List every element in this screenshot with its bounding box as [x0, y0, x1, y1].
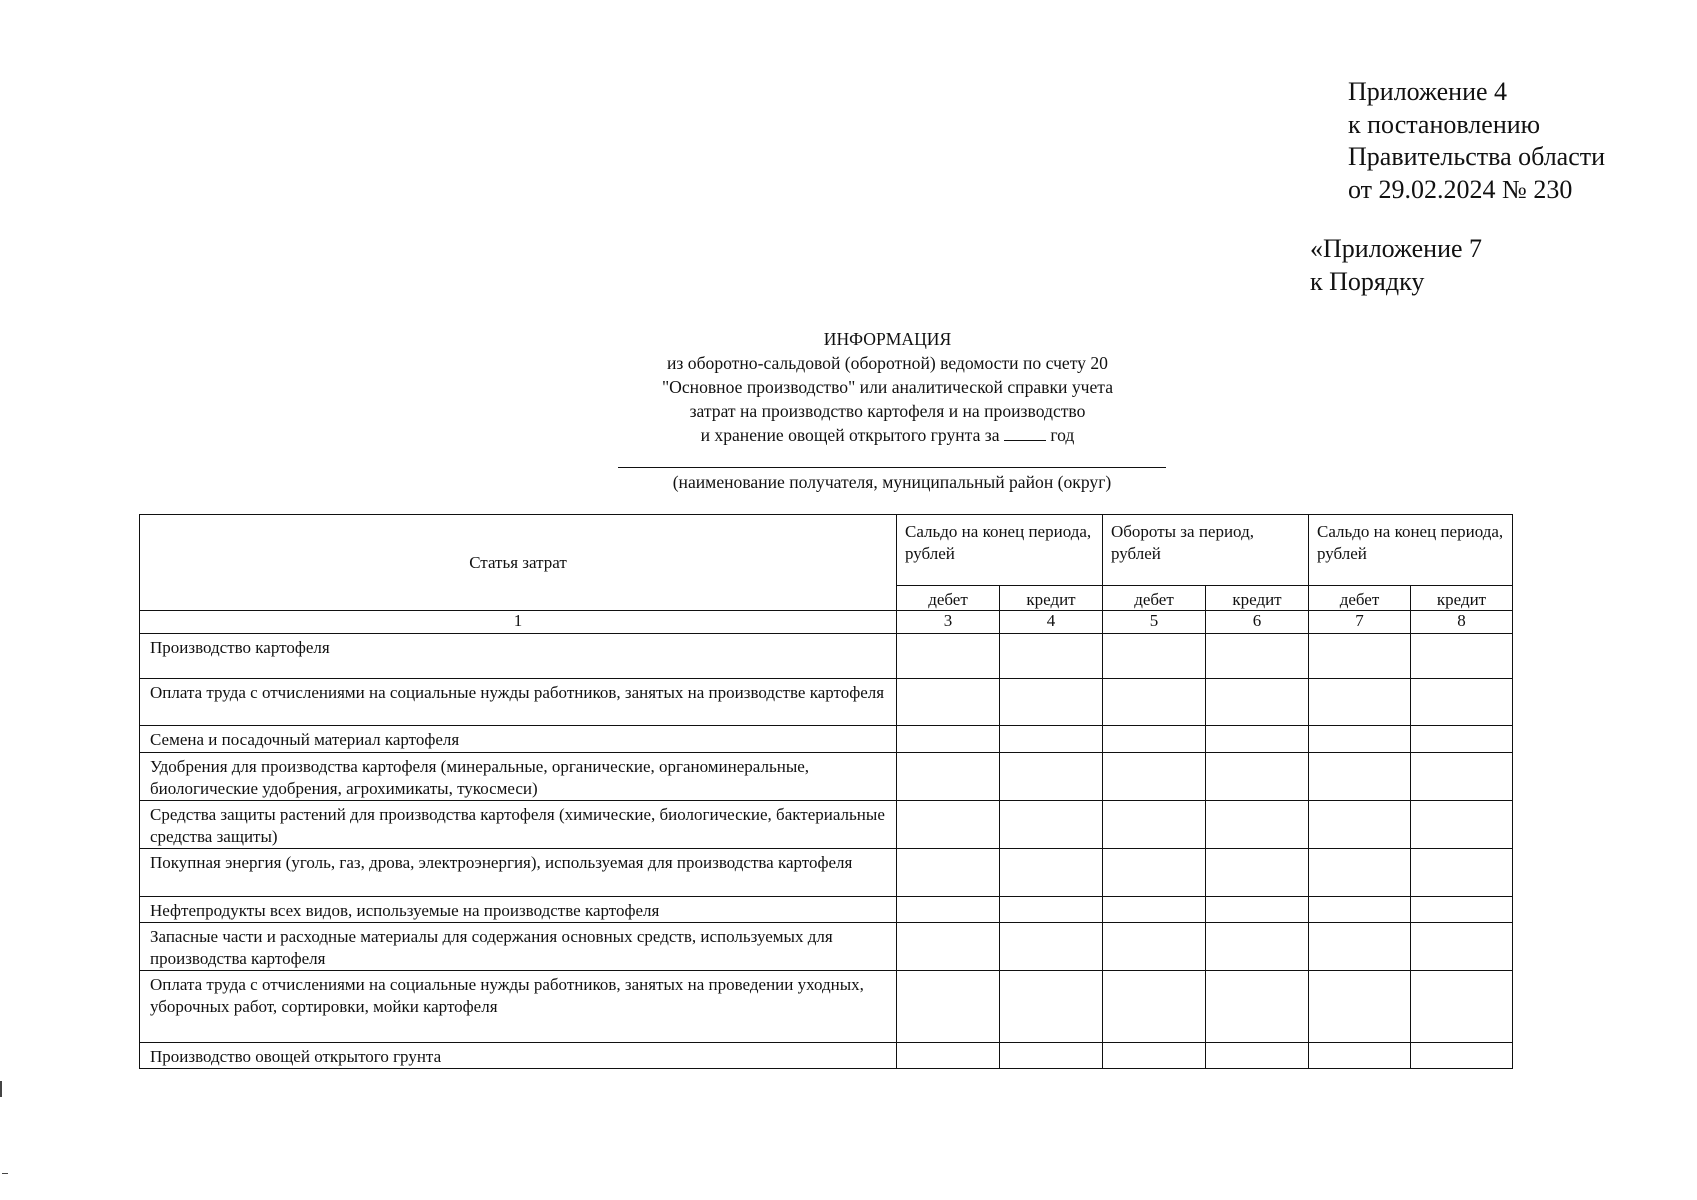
value-cell [1309, 634, 1411, 679]
title-line-2: "Основное производство" или аналитической справки учета [661, 377, 1114, 397]
row-label: Покупная энергия (уголь, газ, дрова, электроэнергия), используемая для производства картофеля [140, 849, 897, 897]
value-cell [1309, 1043, 1411, 1069]
value-cell [1309, 726, 1411, 753]
value-cell [1000, 897, 1103, 923]
value-cell [1103, 923, 1206, 971]
value-cell [1206, 634, 1309, 679]
column-number: 6 [1206, 611, 1309, 634]
row-label: Семена и посадочный материал картофеля [140, 726, 897, 753]
value-cell [1103, 726, 1206, 753]
value-cell [1000, 753, 1103, 801]
appendix-2-line: «Приложение 7 [1310, 234, 1483, 263]
row-label: Средства защиты растений для производства картофеля (химические, биологические, бактериальные средства защиты) [140, 801, 897, 849]
value-cell [1411, 1043, 1513, 1069]
value-cell [1309, 679, 1411, 726]
column-number: 8 [1411, 611, 1513, 634]
title-line-1: из оборотно-сальдовой (оборотной) ведомости по счету 20 [667, 353, 1108, 373]
row-label: Производство картофеля [140, 634, 897, 679]
value-cell [1309, 753, 1411, 801]
value-cell [1103, 801, 1206, 849]
title-heading: ИНФОРМАЦИЯ [823, 329, 952, 349]
value-cell [1000, 923, 1103, 971]
row-label: Запасные части и расходные материалы для содержания основных средств, используемых для производства картофеля [140, 923, 897, 971]
value-cell [1206, 897, 1309, 923]
value-cell [897, 897, 1000, 923]
table-row [140, 726, 1513, 753]
recipient-caption: (наименование получателя, муниципальный район (округ) [672, 472, 1112, 492]
value-cell [1000, 971, 1103, 1043]
column-number: 7 [1309, 611, 1411, 634]
value-cell [897, 849, 1000, 897]
value-cell [1000, 679, 1103, 726]
value-cell [1206, 971, 1309, 1043]
value-cell [897, 679, 1000, 726]
value-cell [1206, 753, 1309, 801]
value-cell [1411, 971, 1513, 1043]
header-group-balance-2: Сальдо на конец периода, рублей [1309, 515, 1513, 586]
document-title [610, 327, 1165, 447]
value-cell [1103, 971, 1206, 1043]
row-label: Производство овощей открытого грунта [140, 1043, 897, 1069]
value-cell [1309, 801, 1411, 849]
value-cell [1206, 923, 1309, 971]
value-cell [1411, 753, 1513, 801]
value-cell [1206, 1043, 1309, 1069]
scan-margin-mark [2, 1173, 8, 1174]
header-credit: кредит [1411, 586, 1513, 611]
value-cell [897, 923, 1000, 971]
appendix-block [1348, 76, 1605, 206]
table-row [140, 923, 1513, 971]
value-cell [1206, 849, 1309, 897]
value-cell [1103, 679, 1206, 726]
header-cost-item: Статья затрат [140, 515, 897, 611]
title-line-4 [610, 423, 1165, 447]
table-row [140, 971, 1513, 1043]
value-cell [1411, 849, 1513, 897]
value-cell [1411, 679, 1513, 726]
scan-margin-mark [0, 1081, 7, 1097]
header-group-turnover: Обороты за период, рублей [1103, 515, 1309, 586]
appendix-line: от 29.02.2024 № 230 [1348, 174, 1573, 204]
value-cell [1000, 634, 1103, 679]
year-blank [1004, 426, 1046, 441]
header-credit: кредит [1206, 586, 1309, 611]
table-row [140, 897, 1513, 923]
title-line-4-start: и хранение овощей открытого грунта за [700, 425, 1000, 445]
row-label: Нефтепродукты всех видов, используемые на производстве картофеля [140, 897, 897, 923]
value-cell [1103, 897, 1206, 923]
column-number: 4 [1000, 611, 1103, 634]
value-cell [897, 1043, 1000, 1069]
appendix-2-line: к Порядку [1310, 266, 1425, 296]
value-cell [1309, 971, 1411, 1043]
value-cell [897, 801, 1000, 849]
column-number: 1 [140, 611, 897, 634]
cost-table [139, 514, 1513, 1069]
table-row [140, 679, 1513, 726]
value-cell [897, 971, 1000, 1043]
value-cell [1103, 634, 1206, 679]
value-cell [1309, 923, 1411, 971]
value-cell [897, 726, 1000, 753]
value-cell [1309, 849, 1411, 897]
value-cell [1411, 801, 1513, 849]
row-label: Удобрения для производства картофеля (минеральные, органические, органоминеральные, биологические удобрения, агрохимикаты, тукосмеси) [140, 753, 897, 801]
appendix-line: Приложение 4 [1348, 77, 1508, 106]
table-row [140, 1043, 1513, 1069]
appendix-line: к постановлению [1348, 109, 1541, 139]
appendix-line: Правительства области [1348, 142, 1606, 171]
title-line-3: затрат на производство картофеля и на производство [689, 401, 1086, 421]
value-cell [1206, 679, 1309, 726]
value-cell [1411, 897, 1513, 923]
value-cell [897, 634, 1000, 679]
row-label: Оплата труда с отчислениями на социальные нужды работников, занятых на производстве картофеля [140, 679, 897, 726]
row-label: Оплата труда с отчислениями на социальные нужды работников, занятых на проведении уходных, уборочных работ, сортировки, мойки картофеля [140, 971, 897, 1043]
value-cell [1103, 753, 1206, 801]
value-cell [1000, 1043, 1103, 1069]
table-row [140, 753, 1513, 801]
table-row [140, 634, 1513, 679]
table-row [140, 849, 1513, 897]
value-cell [1103, 849, 1206, 897]
header-debit: дебет [1309, 586, 1411, 611]
appendix-2-block [1310, 233, 1482, 298]
table-row [140, 801, 1513, 849]
value-cell [897, 753, 1000, 801]
value-cell [1309, 897, 1411, 923]
value-cell [1411, 923, 1513, 971]
header-group-balance-1: Сальдо на конец периода, рублей [897, 515, 1103, 586]
value-cell [1206, 726, 1309, 753]
value-cell [1411, 634, 1513, 679]
column-number-row [140, 611, 1513, 634]
value-cell [1411, 726, 1513, 753]
header-debit: дебет [897, 586, 1000, 611]
value-cell [1103, 1043, 1206, 1069]
value-cell [1000, 726, 1103, 753]
column-number: 5 [1103, 611, 1206, 634]
recipient-underline [618, 467, 1166, 468]
header-debit: дебет [1103, 586, 1206, 611]
value-cell [1206, 801, 1309, 849]
value-cell [1000, 849, 1103, 897]
column-number: 3 [897, 611, 1000, 634]
title-line-4-end: год [1050, 425, 1075, 445]
header-credit: кредит [1000, 586, 1103, 611]
value-cell [1000, 801, 1103, 849]
